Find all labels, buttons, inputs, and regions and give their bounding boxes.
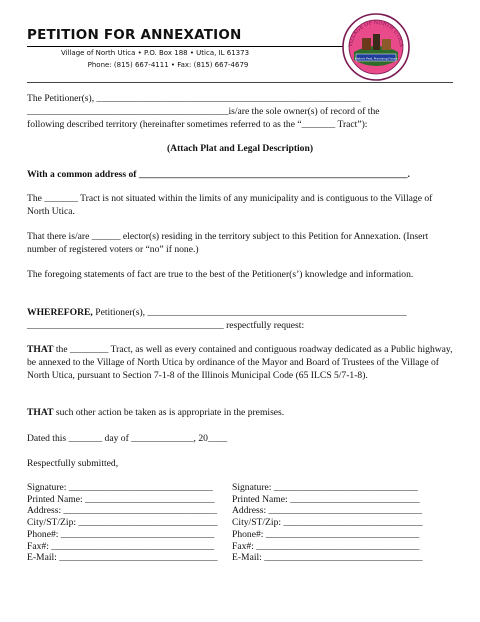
header-rule bbox=[27, 46, 353, 47]
email-field[interactable]: E-Mail: _________________________________ bbox=[27, 552, 218, 564]
respectfully-submitted: Respectfully submitted, bbox=[27, 458, 119, 469]
common-address-label: With a common address of bbox=[27, 169, 139, 180]
petitioner-paragraph bbox=[27, 92, 453, 131]
fax-field[interactable]: Fax#: __________________________________ bbox=[232, 540, 420, 552]
city-st-zip-field[interactable]: City/ST/Zip: _____________________________ bbox=[27, 517, 218, 529]
page-title: PETITION FOR ANNEXATION bbox=[27, 27, 242, 43]
petitioner-line-2: __________________________________________is/are the sole owner(s) of record of the bbox=[27, 106, 380, 117]
printed-name-field[interactable]: Printed Name: ___________________________ bbox=[232, 493, 420, 505]
seal-banner-text: Historic Past, Promising Future bbox=[354, 56, 398, 61]
signature-block-right bbox=[232, 482, 423, 564]
signature-field[interactable]: Signature: ______________________________ bbox=[27, 482, 213, 493]
common-address-line bbox=[27, 168, 453, 181]
other-action-text: such other action be taken as is appropriate in the premises. bbox=[53, 407, 285, 418]
annexation-request-paragraph bbox=[27, 343, 453, 382]
that-keyword: THAT bbox=[27, 344, 54, 355]
wherefore-line-2: _________________________________________ respectfully request: bbox=[27, 320, 305, 331]
city-st-zip-field[interactable]: City/ST/Zip: _____________________________ bbox=[232, 517, 423, 529]
signature-block-left bbox=[27, 482, 218, 564]
dated-line[interactable]: Dated this _______ day of _____________, 20____ bbox=[27, 433, 228, 444]
tract-paragraph: The _______ Tract is not situated within the limits of any municipality and is contiguous to the Village of North Utica. bbox=[27, 193, 433, 217]
address-field[interactable]: Address: ________________________________ bbox=[27, 505, 218, 517]
section-divider bbox=[27, 82, 453, 83]
address-field[interactable]: Address: ________________________________ bbox=[232, 505, 423, 517]
annexation-request-text: the ________ Tract, as well as every contained and contiguous roadway dedicated as a Public highway, be annexed to the Village of North Utica by ordinance of the Mayor and Board of Trustees of the Village of North Utica, pursuant to Section 7-1-8 of the Illinois Municipal Code (65 ILCS 5/7-1-8). bbox=[27, 344, 453, 381]
printed-name-field[interactable]: Printed Name: ___________________________ bbox=[27, 493, 215, 505]
email-field[interactable]: E-Mail: _________________________________ bbox=[232, 552, 423, 564]
facts-paragraph: The foregoing statements of fact are true to the best of the Petitioner(s’) knowledge and information. bbox=[27, 269, 414, 280]
seal-text: VILLAGE OF NORTH UTICA bbox=[347, 19, 405, 48]
attach-instruction: (Attach Plat and Legal Description) bbox=[166, 143, 314, 154]
petitioner-label: The Petitioner(s), bbox=[27, 93, 97, 104]
fax-field[interactable]: Fax#: __________________________________ bbox=[27, 540, 215, 552]
common-address-blank[interactable]: ________________________________________________________. bbox=[138, 169, 410, 180]
wherefore-keyword: WHEREFORE, bbox=[27, 307, 93, 318]
petitioner-name-blank[interactable]: _______________________________________________________ bbox=[96, 93, 361, 104]
other-action-paragraph bbox=[27, 406, 453, 419]
phone-field[interactable]: Phone#: ________________________________ bbox=[27, 528, 215, 540]
phone-field[interactable]: Phone#: ________________________________ bbox=[232, 528, 420, 540]
electors-paragraph: That there is/are ______ elector(s) residing in the territory subject to this Petition for Annexation. (Insert number of registered voters or “no” if none.) bbox=[27, 231, 429, 255]
petitioner-line-3: following described territory (hereinafter sometimes referred to as the “_______ Tract”): bbox=[27, 119, 368, 130]
header-phone: Phone: (815) 667-4111 • Fax: (815) 667-4679 bbox=[87, 61, 249, 69]
that-keyword-2: THAT bbox=[27, 407, 54, 418]
wherefore-petitioners-blank[interactable]: Petitioner(s), ______________________________________________________ bbox=[92, 307, 407, 318]
wherefore-paragraph bbox=[27, 306, 453, 332]
signature-field[interactable]: Signature: ______________________________ bbox=[232, 482, 418, 493]
header-address: Village of North Utica • P.O. Box 188 • Utica, IL 61373 bbox=[60, 49, 250, 57]
village-seal-logo bbox=[340, 12, 412, 82]
